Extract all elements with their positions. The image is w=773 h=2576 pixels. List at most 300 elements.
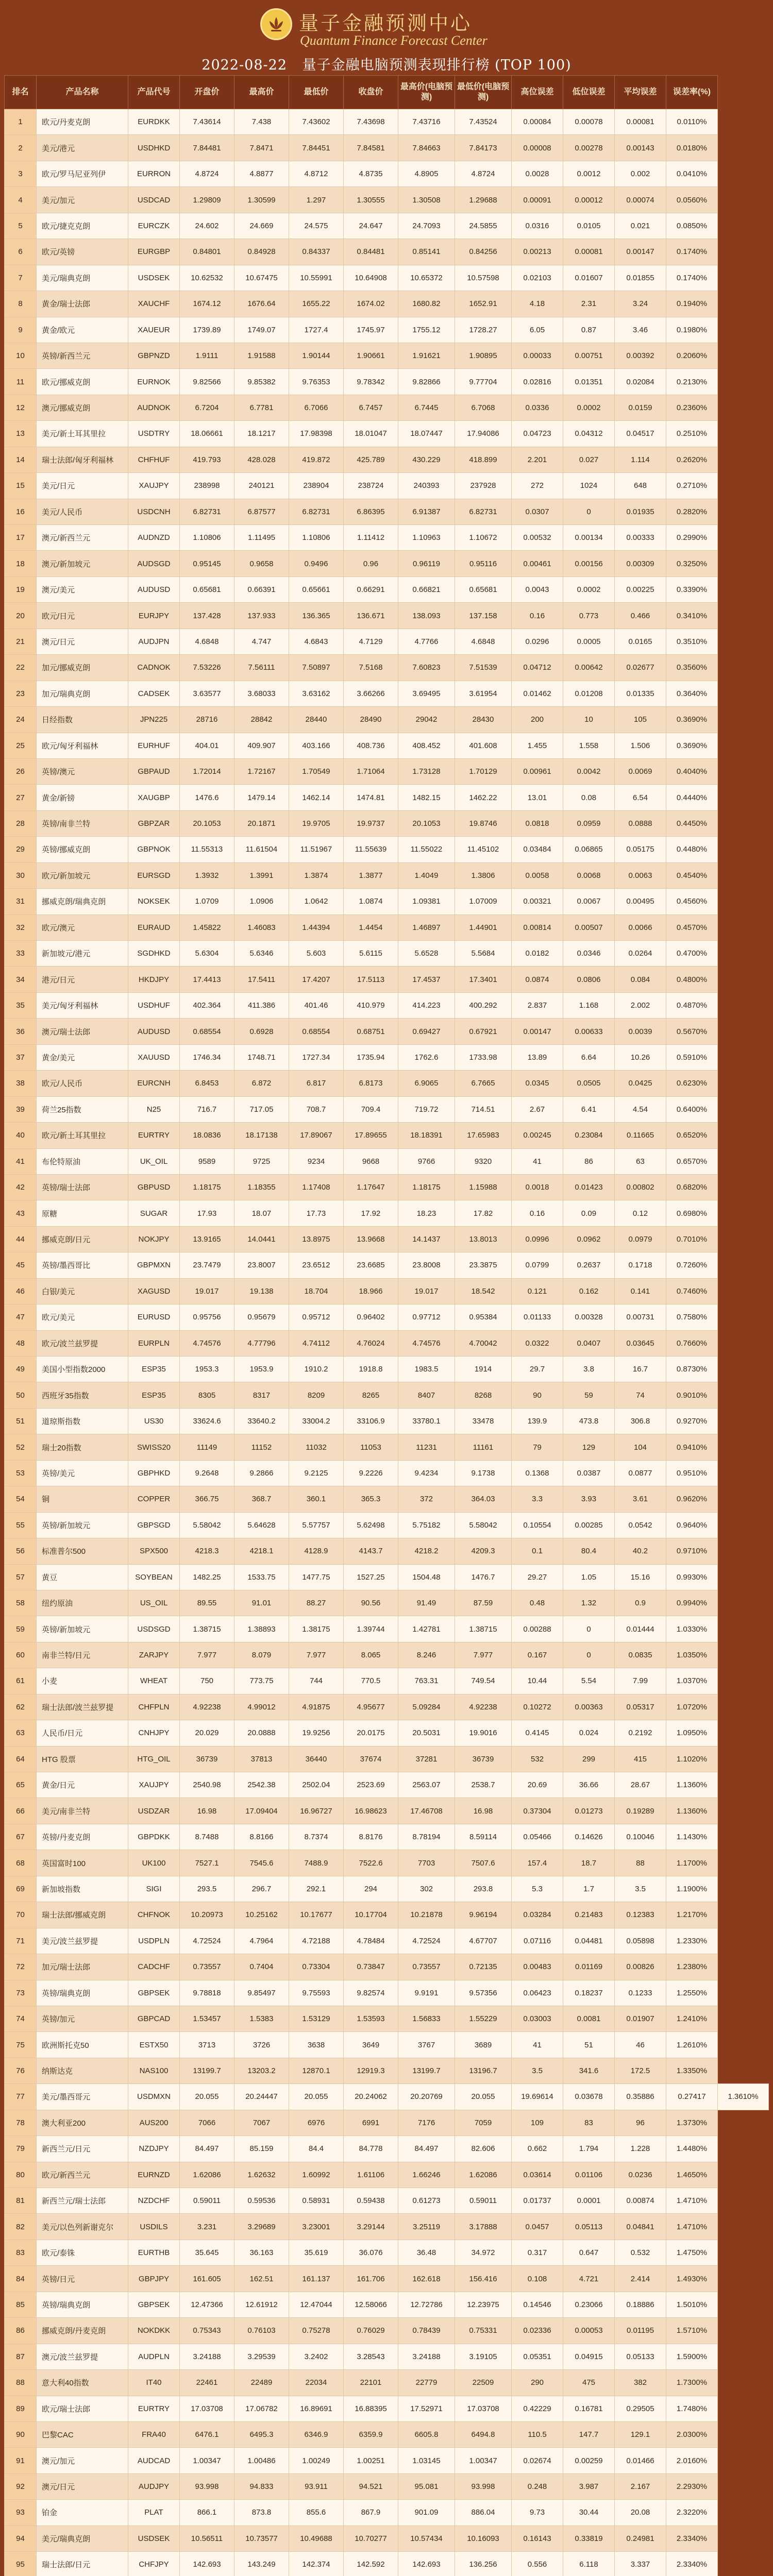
product-name-cell: 英镑/新加坡元 <box>37 1512 128 1538</box>
value-cell: 12919.3 <box>344 2058 398 2083</box>
value-cell: 6476.1 <box>180 2421 234 2447</box>
value-cell: 0.01335 <box>615 681 666 706</box>
value-cell: 9.73 <box>512 2500 563 2526</box>
table-row <box>5 2396 769 2421</box>
product-code-cell: GBPUSD <box>128 1174 180 1200</box>
value-cell: 6.7457 <box>344 395 398 420</box>
value-cell: 28.67 <box>615 1772 666 1798</box>
ranking-table <box>4 75 769 2576</box>
value-cell: 8.78194 <box>398 1824 455 1850</box>
product-name-cell: 欧元/捷克克朗 <box>37 213 128 239</box>
value-cell: 0.61273 <box>398 2188 455 2214</box>
value-cell: 5.6346 <box>234 941 289 967</box>
value-cell: 129.1 <box>615 2421 666 2447</box>
value-cell: 0.03645 <box>615 1330 666 1356</box>
value-cell: 11053 <box>344 1434 398 1460</box>
value-cell: 0.0979 <box>615 1226 666 1252</box>
value-cell: 0.1233 <box>615 1980 666 2006</box>
value-cell: 6.7204 <box>180 395 234 420</box>
table-row <box>5 1798 769 1824</box>
value-cell: 0.0542 <box>615 1512 666 1538</box>
table-row <box>5 707 769 733</box>
value-cell: 0.0962 <box>563 1226 615 1252</box>
value-cell: 22489 <box>234 2370 289 2396</box>
product-name-cell: 英镑/墨西哥比 <box>37 1252 128 1278</box>
value-cell: 1.91588 <box>234 343 289 368</box>
value-cell: 3.2402 <box>289 2344 344 2369</box>
product-name-cell: 美元/人民币 <box>37 499 128 524</box>
value-cell: 6.7781 <box>234 395 289 420</box>
value-cell: 17.82 <box>455 1200 512 1226</box>
value-cell: 0.6820% <box>666 1174 718 1200</box>
value-cell: 0.0799 <box>512 1252 563 1278</box>
value-cell: 866.1 <box>180 2500 234 2526</box>
value-cell: 0.7460% <box>666 1278 718 1304</box>
value-cell: 18.01047 <box>344 421 398 447</box>
product-name-cell: 铂金 <box>37 2500 128 2526</box>
value-cell: 84.778 <box>344 2136 398 2162</box>
value-cell: 7.43602 <box>289 109 344 135</box>
value-cell: 172.5 <box>615 2058 666 2083</box>
product-code-cell: GBPSEK <box>128 1980 180 2006</box>
value-cell: 1527.25 <box>344 1564 398 1590</box>
product-name-cell: 欧元/罗马尼亚列伊 <box>37 161 128 187</box>
product-code-cell: CADCHF <box>128 1954 180 1980</box>
value-cell: 1.4710% <box>666 2188 718 2214</box>
value-cell: 0.167 <box>512 1642 563 1668</box>
value-cell: 35.619 <box>289 2240 344 2265</box>
value-cell: 0.027 <box>563 447 615 472</box>
value-cell: 136.256 <box>455 2552 512 2576</box>
value-cell: 2.0160% <box>666 2448 718 2473</box>
value-cell: 11152 <box>234 1434 289 1460</box>
table-row <box>5 2240 769 2265</box>
value-cell: 0.00134 <box>563 525 615 551</box>
rank-cell: 43 <box>5 1200 37 1226</box>
value-cell: 161.137 <box>289 2266 344 2292</box>
product-code-cell: NOKJPY <box>128 1226 180 1252</box>
value-cell: 8.7488 <box>180 1824 234 1850</box>
value-cell: 1.38715 <box>455 1616 512 1642</box>
product-name-cell: 英镑/澳元 <box>37 758 128 784</box>
value-cell: 4.72524 <box>398 1928 455 1954</box>
value-cell: 8.59114 <box>455 1824 512 1850</box>
value-cell: 1.3991 <box>234 862 289 888</box>
value-cell: 4.7766 <box>398 629 455 654</box>
value-cell: 10.57434 <box>398 2526 455 2551</box>
value-cell: 341.6 <box>563 2058 615 2083</box>
value-cell: 0.0018 <box>512 1174 563 1200</box>
product-code-cell: WHEAT <box>128 1668 180 1694</box>
product-name-cell: 新加坡指数 <box>37 1876 128 1902</box>
rank-cell: 91 <box>5 2448 37 2473</box>
value-cell: 0.1980% <box>666 317 718 343</box>
product-code-cell: EURCZK <box>128 213 180 239</box>
value-cell: 162.618 <box>398 2266 455 2292</box>
value-cell: 2.201 <box>512 447 563 472</box>
value-cell: 4.67707 <box>455 1928 512 1954</box>
value-cell: 10.26 <box>615 1044 666 1070</box>
value-cell: 2523.69 <box>344 1772 398 1798</box>
value-cell: 0.0110% <box>666 109 718 135</box>
value-cell: 0.65681 <box>180 577 234 602</box>
value-cell: 7.56111 <box>234 655 289 681</box>
value-cell: 11.55313 <box>180 837 234 862</box>
value-cell: 0.00507 <box>563 914 615 940</box>
rank-cell: 72 <box>5 1954 37 1980</box>
value-cell: 0.0996 <box>512 1226 563 1252</box>
value-cell: 22461 <box>180 2370 234 2396</box>
value-cell: 0.466 <box>615 603 666 629</box>
value-cell: 19.69614 <box>512 2084 563 2110</box>
value-cell: 9.4234 <box>398 1460 455 1486</box>
value-cell: 3.23001 <box>289 2214 344 2240</box>
value-cell: 0.00731 <box>615 1304 666 1330</box>
value-cell: 7.84451 <box>289 135 344 161</box>
value-cell: 9320 <box>455 1148 512 1174</box>
value-cell: 0.59011 <box>455 2188 512 2214</box>
product-code-cell: XAUCHF <box>128 291 180 317</box>
value-cell: 1674.02 <box>344 291 398 317</box>
value-cell: 0.2637 <box>563 1252 615 1278</box>
value-cell: 1.30508 <box>398 187 455 213</box>
value-cell: 9.85382 <box>234 369 289 395</box>
table-row <box>5 629 769 654</box>
value-cell: 719.72 <box>398 1096 455 1122</box>
value-cell: 37813 <box>234 1746 289 1772</box>
value-cell: 475 <box>563 2370 615 2396</box>
value-cell: 9725 <box>234 1148 289 1174</box>
value-cell: 1.00249 <box>289 2448 344 2473</box>
value-cell: 4218.2 <box>398 1538 455 1564</box>
value-cell: 0.72135 <box>455 1954 512 1980</box>
value-cell: 15.16 <box>615 1564 666 1590</box>
value-cell: 1727.34 <box>289 1044 344 1070</box>
value-cell: 4.747 <box>234 629 289 654</box>
value-cell: 0.00802 <box>615 1174 666 1200</box>
value-cell: 0.68751 <box>344 1019 398 1044</box>
value-cell: 90.56 <box>344 1590 398 1616</box>
value-cell: 648 <box>615 473 666 499</box>
value-cell: 1.0950% <box>666 1720 718 1746</box>
value-cell: 3.25119 <box>398 2214 455 2240</box>
column-header: 低位误差 <box>563 76 615 109</box>
value-cell: 411.386 <box>234 992 289 1018</box>
value-cell: 0.024 <box>563 1720 615 1746</box>
rank-cell: 41 <box>5 1148 37 1174</box>
value-cell: 37674 <box>344 1746 398 1772</box>
logo <box>260 8 292 40</box>
product-name-cell: 英镑/瑞典克朗 <box>37 1980 128 2006</box>
value-cell: 24.575 <box>289 213 344 239</box>
product-code-cell: HKDJPY <box>128 967 180 992</box>
value-cell: 1953.3 <box>180 1357 234 1382</box>
value-cell: 0.7660% <box>666 1330 718 1356</box>
value-cell: 4.78484 <box>344 1928 398 1954</box>
value-cell: 1.1360% <box>666 1798 718 1824</box>
value-cell: 0.4570% <box>666 914 718 940</box>
value-cell: 5.75182 <box>398 1512 455 1538</box>
value-cell: 0.24981 <box>615 2526 666 2551</box>
value-cell: 5.603 <box>289 941 344 967</box>
rank-cell: 17 <box>5 525 37 551</box>
product-name-cell: 美元/新土耳其里拉 <box>37 421 128 447</box>
table-row <box>5 1304 769 1330</box>
value-cell: 5.6115 <box>344 941 398 967</box>
value-cell: 20.029 <box>180 1720 234 1746</box>
product-name-cell: 欧元/瑞士法郎 <box>37 2396 128 2421</box>
value-cell: 17.73 <box>289 1200 344 1226</box>
table-row <box>5 1123 769 1148</box>
value-cell: 0.4870% <box>666 992 718 1018</box>
value-cell: 414.223 <box>398 992 455 1018</box>
value-cell: 3638 <box>289 2032 344 2058</box>
value-cell: 7.43524 <box>455 109 512 135</box>
value-cell: 16.98623 <box>344 1798 398 1824</box>
rank-cell: 64 <box>5 1746 37 1772</box>
value-cell: 13199.7 <box>398 2058 455 2083</box>
value-cell: 296.7 <box>234 1876 289 1902</box>
product-name-cell: 欧元/新土耳其里拉 <box>37 1123 128 1148</box>
value-cell: 10.67475 <box>234 265 289 291</box>
value-cell: 84.497 <box>180 2136 234 2162</box>
value-cell: 0.6928 <box>234 1019 289 1044</box>
value-cell: 717.05 <box>234 1096 289 1122</box>
value-cell: 1.17408 <box>289 1174 344 1200</box>
value-cell: 4.91875 <box>289 1694 344 1720</box>
value-cell: 1.90895 <box>455 343 512 368</box>
value-cell: 272 <box>512 473 563 499</box>
value-cell: 0.09 <box>563 1200 615 1226</box>
value-cell: 1.3730% <box>666 2110 718 2136</box>
product-name-cell: 新西兰元/日元 <box>37 2136 128 2162</box>
value-cell: 1.00486 <box>234 2448 289 2473</box>
product-name-cell: 黄金/新镑 <box>37 785 128 810</box>
value-cell: 0.95679 <box>234 1304 289 1330</box>
product-name-cell: 英镑/瑞士法郎 <box>37 1174 128 1200</box>
brand-name-en: Quantum Finance Forecast Center <box>300 33 488 48</box>
value-cell: 3767 <box>398 2032 455 2058</box>
product-code-cell: FRA40 <box>128 2421 180 2447</box>
value-cell: 0.0387 <box>563 1460 615 1486</box>
value-cell: 0.04517 <box>615 421 666 447</box>
value-cell: 1.45822 <box>180 914 234 940</box>
product-name-cell: 澳元/波兰兹罗提 <box>37 2344 128 2369</box>
value-cell: 6359.9 <box>344 2421 398 2447</box>
product-name-cell: 加元/瑞士法郎 <box>37 1954 128 1980</box>
rank-cell: 82 <box>5 2214 37 2240</box>
rank-cell: 71 <box>5 1928 37 1954</box>
product-name-cell: 欧元/新加坡元 <box>37 862 128 888</box>
value-cell: 18.7 <box>563 1850 615 1876</box>
value-cell: 7066 <box>180 2110 234 2136</box>
value-cell: 5.5684 <box>455 941 512 967</box>
value-cell: 1.0370% <box>666 1668 718 1694</box>
value-cell: 410.979 <box>344 992 398 1018</box>
value-cell: 0.75278 <box>289 2318 344 2344</box>
rank-cell: 25 <box>5 733 37 758</box>
value-cell: 7522.6 <box>344 1850 398 1876</box>
value-cell: 3649 <box>344 2032 398 2058</box>
product-name-cell: 美元/以色列新谢克尔 <box>37 2214 128 2240</box>
value-cell: 0.0296 <box>512 629 563 654</box>
table-row <box>5 733 769 758</box>
product-code-cell: EURCNH <box>128 1071 180 1096</box>
value-cell: 1.2380% <box>666 1954 718 1980</box>
value-cell: 0.00874 <box>615 2188 666 2214</box>
product-name-cell: 澳元/日元 <box>37 2473 128 2499</box>
value-cell: 0.01462 <box>512 681 563 706</box>
value-cell: 91.01 <box>234 1590 289 1616</box>
value-cell: 1728.27 <box>455 317 512 343</box>
value-cell: 12.47366 <box>180 2292 234 2317</box>
table-row <box>5 1044 769 1070</box>
column-header: 排名 <box>5 76 37 109</box>
table-row <box>5 2110 769 2136</box>
rank-cell: 66 <box>5 1798 37 1824</box>
value-cell: 14.1437 <box>398 1226 455 1252</box>
value-cell: 1.73128 <box>398 758 455 784</box>
product-name-cell: 欧元/泰铢 <box>37 2240 128 2265</box>
value-cell: 1.90144 <box>289 343 344 368</box>
value-cell: 0.2990% <box>666 525 718 551</box>
rank-cell: 50 <box>5 1382 37 1408</box>
value-cell: 6.82731 <box>180 499 234 524</box>
value-cell: 46 <box>615 2032 666 2058</box>
value-cell: 6.82731 <box>455 499 512 524</box>
value-cell: 18.966 <box>344 1278 398 1304</box>
product-code-cell: AUDSGD <box>128 551 180 577</box>
table-row <box>5 2500 769 2526</box>
value-cell: 7.51539 <box>455 655 512 681</box>
product-code-cell: NZDJPY <box>128 2136 180 2162</box>
table-row <box>5 1434 769 1460</box>
product-name-cell: 原糖 <box>37 1200 128 1226</box>
value-cell: 0.3690% <box>666 707 718 733</box>
value-cell: 0.21483 <box>563 1902 615 1928</box>
value-cell: 1.297 <box>289 187 344 213</box>
table-row <box>5 837 769 862</box>
value-cell: 0.16143 <box>512 2526 563 2551</box>
product-code-cell: IT40 <box>128 2370 180 2396</box>
rank-cell: 26 <box>5 758 37 784</box>
value-cell: 428.028 <box>234 447 289 472</box>
value-cell: 1462.14 <box>289 785 344 810</box>
value-cell: 20.24062 <box>344 2084 398 2110</box>
product-code-cell: HTG_OIL <box>128 1746 180 1772</box>
value-cell: 0.6400% <box>666 1096 718 1122</box>
value-cell: 2.3340% <box>666 2552 718 2576</box>
value-cell: 1.46897 <box>398 914 455 940</box>
value-cell: 6.64 <box>563 1044 615 1070</box>
product-code-cell: UK100 <box>128 1850 180 1876</box>
product-name-cell: 英国富时100 <box>37 1850 128 1876</box>
value-cell: 855.6 <box>289 2500 344 2526</box>
value-cell: 1.44394 <box>289 914 344 940</box>
product-name-cell: 澳元/美元 <box>37 577 128 602</box>
value-cell: 0.6520% <box>666 1123 718 1148</box>
value-cell: 0.02816 <box>512 369 563 395</box>
value-cell: 1.4710% <box>666 2214 718 2240</box>
table-row <box>5 967 769 992</box>
product-name-cell: 挪威克朗/日元 <box>37 1226 128 1252</box>
product-code-cell: NOKDKK <box>128 2318 180 2344</box>
product-name-cell: 瑞士法郎/波兰兹罗提 <box>37 1694 128 1720</box>
product-name-cell: 港元/日元 <box>37 967 128 992</box>
value-cell: 147.7 <box>563 2421 615 2447</box>
product-code-cell: XAUJPY <box>128 1772 180 1798</box>
rank-cell: 29 <box>5 837 37 862</box>
rank-cell: 81 <box>5 2188 37 2214</box>
value-cell: 3.93 <box>563 1486 615 1512</box>
value-cell: 0.84801 <box>180 239 234 265</box>
rank-cell: 20 <box>5 603 37 629</box>
value-cell: 22101 <box>344 2370 398 2396</box>
rank-cell: 86 <box>5 2318 37 2344</box>
value-cell: 1.9111 <box>180 343 234 368</box>
value-cell: 7.438 <box>234 109 289 135</box>
value-cell: 1.5383 <box>234 2006 289 2031</box>
value-cell: 1476.6 <box>180 785 234 810</box>
value-cell: 0.00084 <box>512 109 563 135</box>
value-cell: 90 <box>512 1382 563 1408</box>
value-cell: 240393 <box>398 473 455 499</box>
value-cell: 7.84581 <box>344 135 398 161</box>
product-code-cell: GBPDKK <box>128 1824 180 1850</box>
value-cell: 9.2866 <box>234 1460 289 1486</box>
rank-cell: 47 <box>5 1304 37 1330</box>
value-cell: 2502.04 <box>289 1772 344 1798</box>
value-cell: 2.837 <box>512 992 563 1018</box>
product-name-cell: 挪威克朗/瑞典克朗 <box>37 889 128 914</box>
product-name-cell: 新西兰元/瑞士法郎 <box>37 2188 128 2214</box>
value-cell: 0.00532 <box>512 525 563 551</box>
product-code-cell: EURNZD <box>128 2162 180 2188</box>
value-cell: 0.87 <box>563 317 615 343</box>
value-cell: 0.16781 <box>563 2396 615 2421</box>
value-cell: 0.084 <box>615 967 666 992</box>
value-cell: 3.61 <box>615 1486 666 1512</box>
value-cell: 4.99012 <box>234 1694 289 1720</box>
value-cell: 0.0835 <box>615 1642 666 1668</box>
table-row <box>5 135 769 161</box>
value-cell: 17.65983 <box>455 1123 512 1148</box>
value-cell: 7.977 <box>289 1642 344 1668</box>
value-cell: 20.055 <box>180 2084 234 2110</box>
value-cell: 10.20973 <box>180 1902 234 1928</box>
product-code-cell: USDZAR <box>128 1798 180 1824</box>
product-code-cell: JPN225 <box>128 707 180 733</box>
value-cell: 17.4207 <box>289 967 344 992</box>
value-cell: 0.021 <box>615 213 666 239</box>
value-cell: 0 <box>563 499 615 524</box>
rank-cell: 19 <box>5 577 37 602</box>
value-cell: 18.07447 <box>398 421 455 447</box>
value-cell: 0.33819 <box>563 2526 615 2551</box>
product-name-cell: 瑞士法郎/匈牙利福林 <box>37 447 128 472</box>
value-cell: 0.76029 <box>344 2318 398 2344</box>
value-cell: 1.3877 <box>344 862 398 888</box>
product-name-cell: 挪威克朗/丹麦克朗 <box>37 2318 128 2344</box>
value-cell: 1.0874 <box>344 889 398 914</box>
product-name-cell: 欧洲斯托克50 <box>37 2032 128 2058</box>
table-row <box>5 2084 769 2110</box>
value-cell: 0.00333 <box>615 525 666 551</box>
column-header: 最低价(电脑预测) <box>455 76 512 109</box>
value-cell: 0.84481 <box>344 239 398 265</box>
value-cell: 1.18175 <box>398 1174 455 1200</box>
value-cell: 3.28543 <box>344 2344 398 2369</box>
